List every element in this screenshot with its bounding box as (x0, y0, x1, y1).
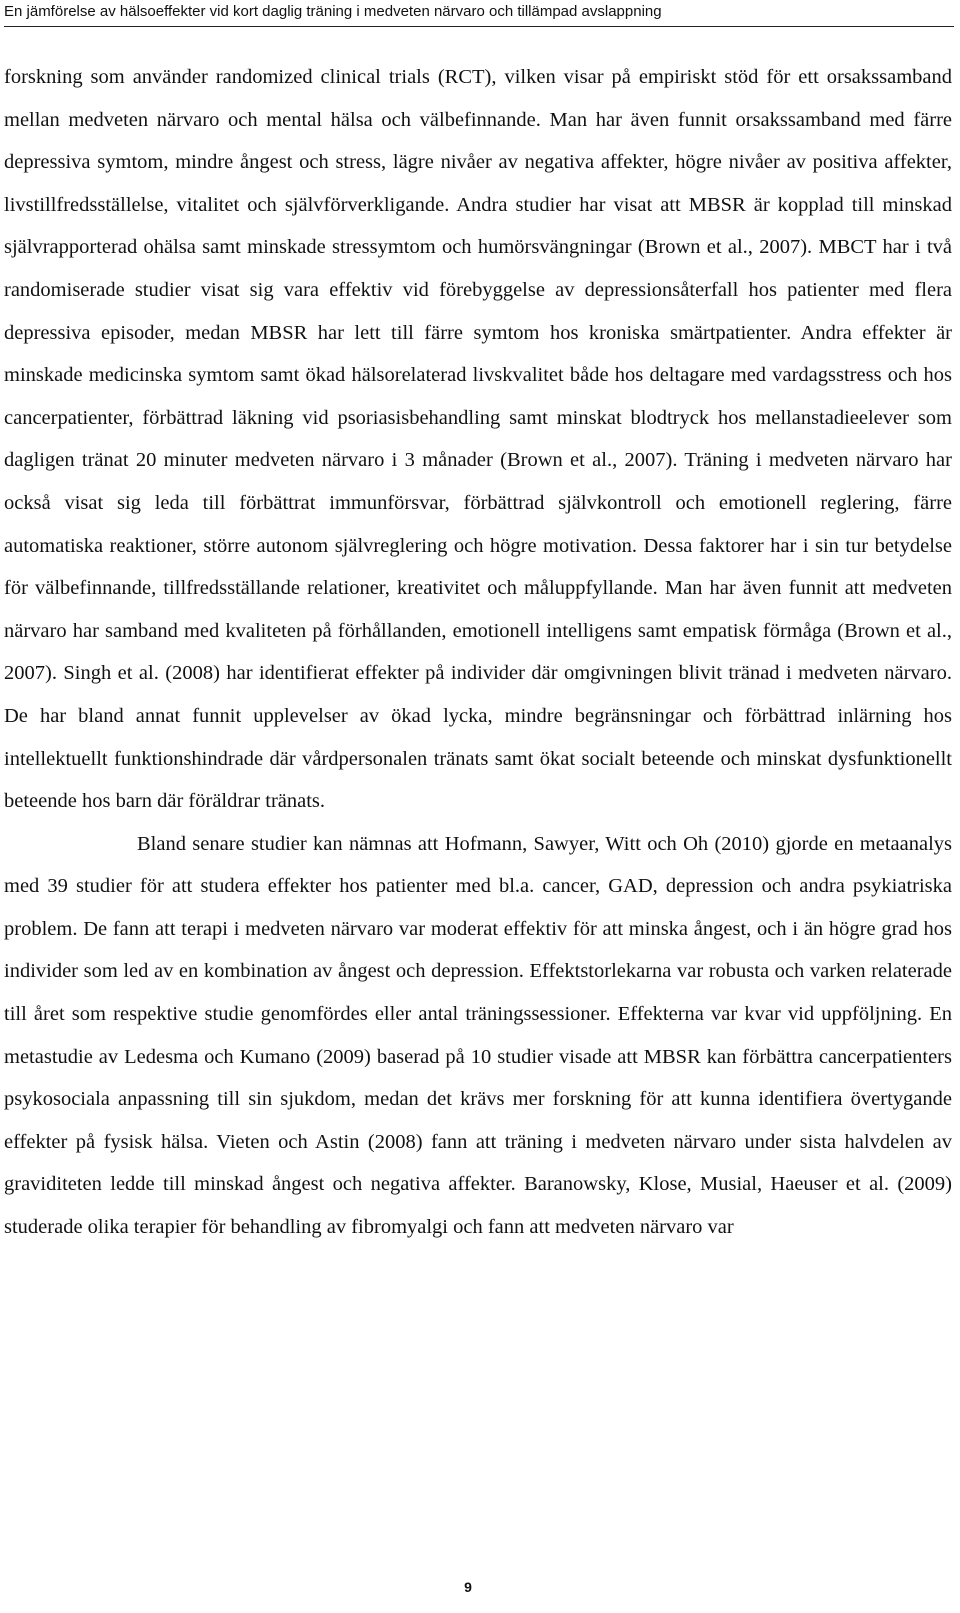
running-header: En jämförelse av hälsoeffekter vid kort daglig träning i medveten närvaro och tillämpad avslappning (4, 3, 662, 20)
body-text (4, 56, 952, 1249)
paragraph-2: Bland senare studier kan nämnas att Hofmann, Sawyer, Witt och Oh (2010) gjorde en metaanalys med 39 studier för att studera effekter hos patienter med bl.a. cancer, GAD, depression och andra psykiatriska problem. De fann att terapi i medveten närvaro var moderat effektiv för att minska ångest, och i än högre grad hos individer som led av en kombination av ångest och depression. Effektstorlekarna var robusta och varken relaterade till året som respektive studie genomfördes eller antal träningssessioner. Effekterna var kvar vid uppföljning. En metastudie av Ledesma och Kumano (2009) baserad på 10 studier visade att MBSR kan förbättra cancerpatienters psykosociala anpassning till sin sjukdom, medan det krävs mer forskning för att kunna identifiera övertygande effekter på fysisk hälsa. Vieten och Astin (2008) fann att träning i medveten närvaro under sista halvdelen av graviditeten ledde till minskad ångest och negativa affekter. Baranowsky, Klose, Musial, Haeuser et al. (2009) studerade olika terapier för behandling av fibromyalgi och fann att medveten närvaro var (4, 832, 952, 1239)
page-number: 9 (464, 1579, 472, 1595)
paragraph-1: forskning som använder randomized clinical trials (RCT), vilken visar på empiriskt stöd för ett orsakssamband mellan medveten närvaro och mental hälsa och välbefinnande. Man har även funnit orsakssamband med färre depressiva symtom, mindre ångest och stress, lägre nivåer av negativa affekter, högre nivåer av positiva affekter, livstillfredsställelse, vitalitet och självförverkligande. Andra studier har visat att MBSR är kopplad till minskad självrapporterad ohälsa samt minskade stressymtom och humörsvängningar (Brown et al., 2007). MBCT har i två randomiserade studier visat sig vara effektiv vid förebyggelse av depressionsåterfall hos patienter med flera depressiva episoder, medan MBSR har lett till färre symtom hos kroniska smärtpatienter. Andra effekter är minskade medicinska symtom samt ökad hälsorelaterad livskvalitet både hos deltagare med vardagsstress och hos cancerpatienter, förbättrad läkning vid psoriasisbehandling samt minskat blodtryck hos mellanstadieelever som dagligen tränat 20 minuter medveten närvaro i 3 månader (Brown et al., 2007). Träning i medveten närvaro har också visat sig leda till förbättrat immunförsvar, förbättrad självkontroll och emotionell reglering, färre automatiska reaktioner, större autonom självreglering och högre motivation. Dessa faktorer har i sin tur betydelse för välbefinnande, tillfredsställande relationer, kreativitet och måluppfyllande. Man har även funnit att medveten närvaro har samband med kvaliteten på förhållanden, emotionell intelligens samt empatisk förmåga (Brown et al., 2007). Singh et al. (2008) har identifierat effekter på individer där omgivningen blivit tränad i medveten närvaro. De har bland annat funnit upplevelser av ökad lycka, mindre begränsningar och förbättrad inlärning hos intellektuellt funktionshindrade där vårdpersonalen tränats samt ökat socialt beteende och minskat dysfunktionellt beteende hos barn där föräldrar tränats. (4, 66, 952, 813)
header-divider (4, 26, 954, 27)
